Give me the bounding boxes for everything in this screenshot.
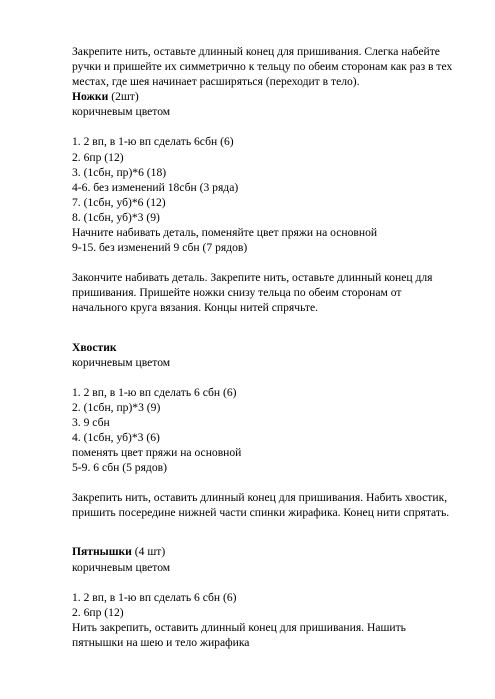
intro-paragraph: [72, 44, 472, 89]
tail-row: 2. (1сбн, пр)*3 (9): [72, 400, 161, 414]
spacer: [72, 520, 472, 535]
spots-section: [72, 544, 472, 650]
legs-row: 8. (1сбн, уб)*3 (9): [72, 210, 160, 224]
legs-count: (2шт): [111, 90, 139, 104]
legs-finish-line: пришивания. Пришейте ножки снизу тельца по обеим сторонам от: [72, 286, 402, 300]
legs-finish-line: Закончите набивать деталь. Закрепите нить, оставьте длинный конец для: [72, 271, 433, 285]
legs-title: Ножки: [72, 90, 109, 104]
intro-line: Закрепите нить, оставьте длинный конец для пришивания. Слегка набейте: [72, 45, 440, 58]
legs-row: 4-6. без изменений 18сбн (3 ряда): [72, 180, 239, 194]
legs-row: Начните набивать деталь, поменяйте цвет пряжи на основной: [72, 226, 378, 240]
tail-row: 5-9. 6 сбн (5 рядов): [72, 461, 167, 475]
spacer: [72, 475, 472, 490]
spots-title: Пятнышки: [72, 545, 132, 559]
spacer: [72, 316, 472, 331]
spacer: [72, 255, 472, 270]
tail-row: 1. 2 вп, в 1-ю вп сделать 6 сбн (6): [72, 385, 237, 399]
intro-line: ручки и пришейте их симметрично к тельцу по обеим сторонам как раз в тех: [72, 60, 453, 74]
tail-color: коричневым цветом: [72, 355, 171, 369]
legs-finish-line: начального круга вязания. Концы нитей спрячьте.: [72, 301, 319, 315]
legs-row: 7. (1сбн, уб)*6 (12): [72, 195, 166, 209]
spots-color: коричневым цветом: [72, 560, 171, 574]
legs-row: 3. (1сбн, пр)*6 (18): [72, 165, 167, 179]
legs-row: 1. 2 вп, в 1-ю вп сделать 6сбн (6): [72, 135, 234, 149]
spacer: [72, 370, 472, 385]
spots-heading: [72, 544, 472, 559]
intro-line: местах, где шея начинает расширяться (переходит в тело).: [72, 75, 360, 89]
tail-section: [72, 340, 472, 521]
legs-heading: [72, 89, 472, 104]
document-page: [72, 44, 472, 650]
spots-row: пятнышки на шею и тело жирафика: [72, 635, 250, 649]
tail-title: Хвостик: [72, 340, 117, 354]
spacer: [72, 331, 472, 340]
spots-row: Нить закрепить, оставить длинный конец для пришивания. Нашить: [72, 620, 406, 634]
tail-row: 3. 9 сбн: [72, 415, 110, 429]
spacer: [72, 119, 472, 134]
legs-row: 2. 6пр (12): [72, 150, 124, 164]
tail-finish-line: пришить посередине нижней части спинки жирафика. Конец нити спрятать.: [72, 506, 450, 520]
spots-row: 1. 2 вп, в 1-ю вп сделать 6 сбн (6): [72, 590, 237, 604]
legs-row: 9-15. без изменений 9 сбн (7 рядов): [72, 241, 248, 255]
tail-row: поменять цвет пряжи на основной: [72, 446, 242, 460]
legs-color: коричневым цветом: [72, 105, 171, 119]
tail-finish-line: Закрепить нить, оставить длинный конец для пришивания. Набить хвостик,: [72, 491, 448, 505]
tail-row: 4. (1сбн, уб)*3 (6): [72, 430, 160, 444]
spacer: [72, 575, 472, 590]
spots-count: (4 шт): [134, 545, 166, 559]
spacer: [72, 535, 472, 544]
spots-row: 2. 6пр (12): [72, 605, 124, 619]
legs-section: [72, 89, 472, 315]
